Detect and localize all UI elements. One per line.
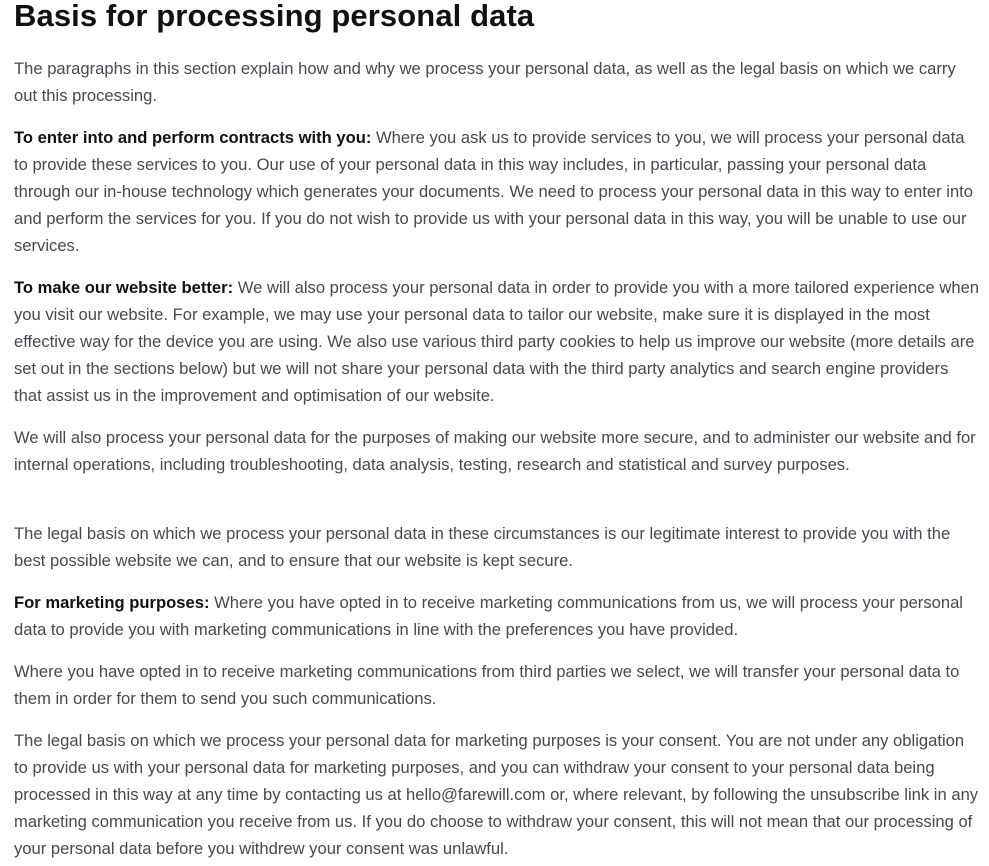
paragraph-text: The legal basis on which we process your personal data for marketing purposes is your consent. You are not under any obligation to provide us with your personal data for marketing purposes, and you can withdraw your consent to your personal data being processed in this way at any time by contacting us at hello@farewill.com or, where relevant, by following the unsubscribe link in any marketing communication you receive from us. If you do choose to withdraw your consent, this will not mean that our processing of your personal data before you withdrew your consent was unlawful.	[14, 731, 979, 858]
paragraph-legal-basis-website	[14, 520, 980, 574]
paragraph-text: We will also process your personal data for the purposes of making our website more secure, and to administer our website and for internal operations, including troubleshooting, data analysis, testing, research and statistical and survey purposes.	[14, 428, 976, 474]
paragraph-lead: To enter into and perform contracts with you:	[14, 128, 372, 147]
paragraph-text: We will also process your personal data in order to provide you with a more tailored experience when you visit our website. For example, we may use your personal data to tailor our website, make sure it is displayed in the most effective way for the device you are using. We also use various third party cookies to help us improve our website (more details are set out in the sections below) but we will not share your personal data with the third party analytics and search engine providers that assist us in the improvement and optimisation of our website.	[14, 278, 980, 405]
paragraph-security	[14, 424, 980, 478]
paragraph-third-parties	[14, 658, 980, 712]
paragraph-text: The paragraphs in this section explain how and why we process your personal data, as well as the legal basis on which we carry out this processing.	[14, 59, 956, 105]
paragraph-marketing	[14, 589, 980, 643]
paragraph-lead: For marketing purposes:	[14, 593, 210, 612]
paragraph-text: Where you ask us to provide services to you, we will process your personal data to provide these services to you. Our use of your personal data in this way includes, in particular, passing your personal data through our in-house technology which generates your documents. We need to process your personal data in this way to enter into and perform the services for you. If you do not wish to provide us with your personal data in this way, you will be unable to use our services.	[14, 128, 974, 255]
paragraph-website	[14, 274, 980, 409]
section-title: Basis for processing personal data	[14, 0, 535, 33]
paragraph-intro	[14, 55, 980, 109]
paragraph-contracts	[14, 124, 980, 259]
paragraph-text: Where you have opted in to receive marketing communications from us, we will process your personal data to provide you with marketing communications in line with the preferences you have provided.	[14, 593, 963, 639]
paragraph-text: The legal basis on which we process your personal data in these circumstances is our legitimate interest to provide you with the best possible website we can, and to ensure that our website is kept secure.	[14, 524, 951, 570]
policy-section	[14, 0, 980, 858]
paragraph-text: Where you have opted in to receive marketing communications from third parties we select, we will transfer your personal data to them in order for them to send you such communications.	[14, 662, 960, 708]
paragraph-lead: To make our website better:	[14, 278, 234, 297]
paragraph-consent	[14, 727, 980, 862]
